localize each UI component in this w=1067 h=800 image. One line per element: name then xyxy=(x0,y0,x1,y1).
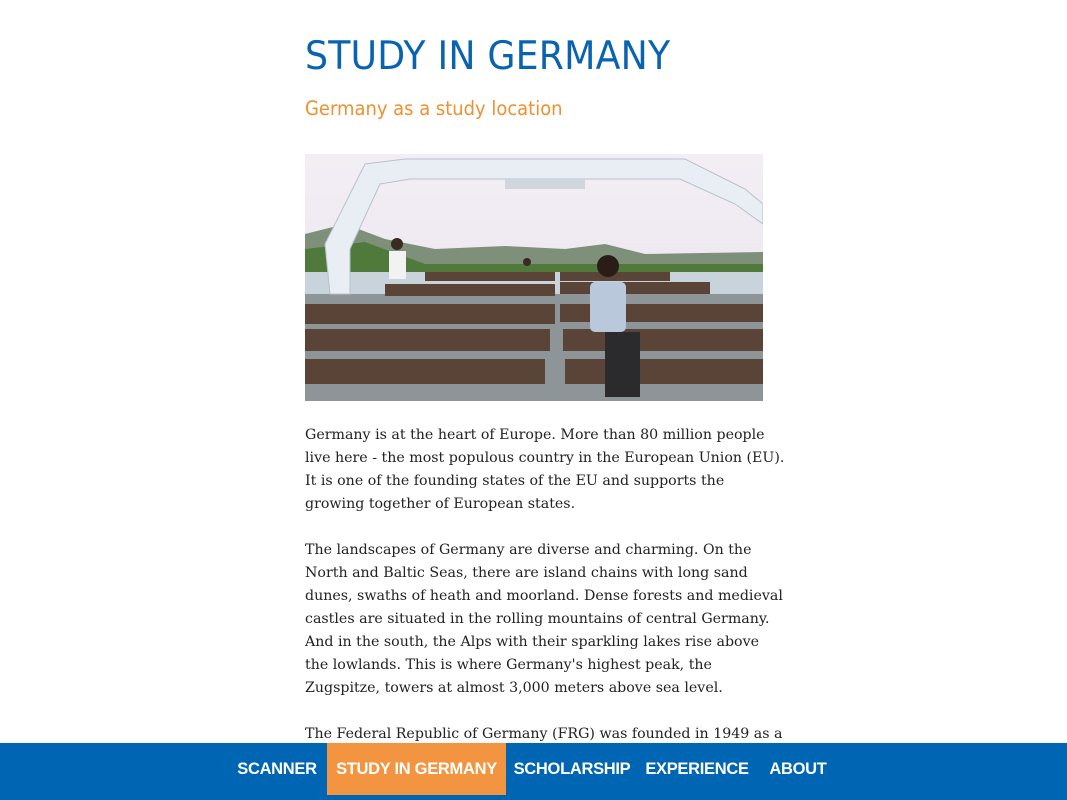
text-line: Zugspitze, towers at almost 3,000 meters above sea level. xyxy=(305,680,723,696)
text-line: And in the south, the Alps with their sparkling lakes rise above xyxy=(305,634,759,650)
nav-item-about[interactable]: ABOUT xyxy=(769,760,827,778)
paragraph-2 xyxy=(305,539,783,700)
paragraph-1 xyxy=(305,424,785,516)
text-line: The Federal Republic of Germany (FRG) was founded in 1949 as a xyxy=(305,726,783,742)
ferry-photo xyxy=(305,154,763,401)
text-line: castles are situated in the rolling mountains of central Germany. xyxy=(305,611,770,627)
text-line: Germany is at the heart of Europe. More than 80 million people xyxy=(305,427,765,443)
text-line: North and Baltic Seas, there are island chains with long sand xyxy=(305,565,748,581)
bottom-navigation xyxy=(0,743,1067,800)
text-line: live here - the most populous country in the European Union (EU). xyxy=(305,450,785,466)
text-line: growing together of European states. xyxy=(305,496,576,512)
text-line: The landscapes of Germany are diverse and charming. On the xyxy=(305,542,752,558)
nav-item-study-in-germany[interactable]: STUDY IN GERMANY xyxy=(327,743,506,795)
article-body xyxy=(305,424,785,769)
nav-item-experience[interactable]: EXPERIENCE xyxy=(645,760,749,778)
text-line: It is one of the founding states of the EU and supports the xyxy=(305,473,725,489)
page-subtitle: Germany as a study location xyxy=(305,97,563,120)
nav-item-scholarship[interactable]: SCHOLARSHIP xyxy=(513,760,631,778)
nav-item-scanner[interactable]: SCANNER xyxy=(237,760,317,778)
text-line: dunes, swaths of heath and moorland. Dense forests and medieval xyxy=(305,588,783,604)
page-title: STUDY IN GERMANY xyxy=(305,34,671,79)
text-line: the lowlands. This is where Germany's highest peak, the xyxy=(305,657,712,673)
